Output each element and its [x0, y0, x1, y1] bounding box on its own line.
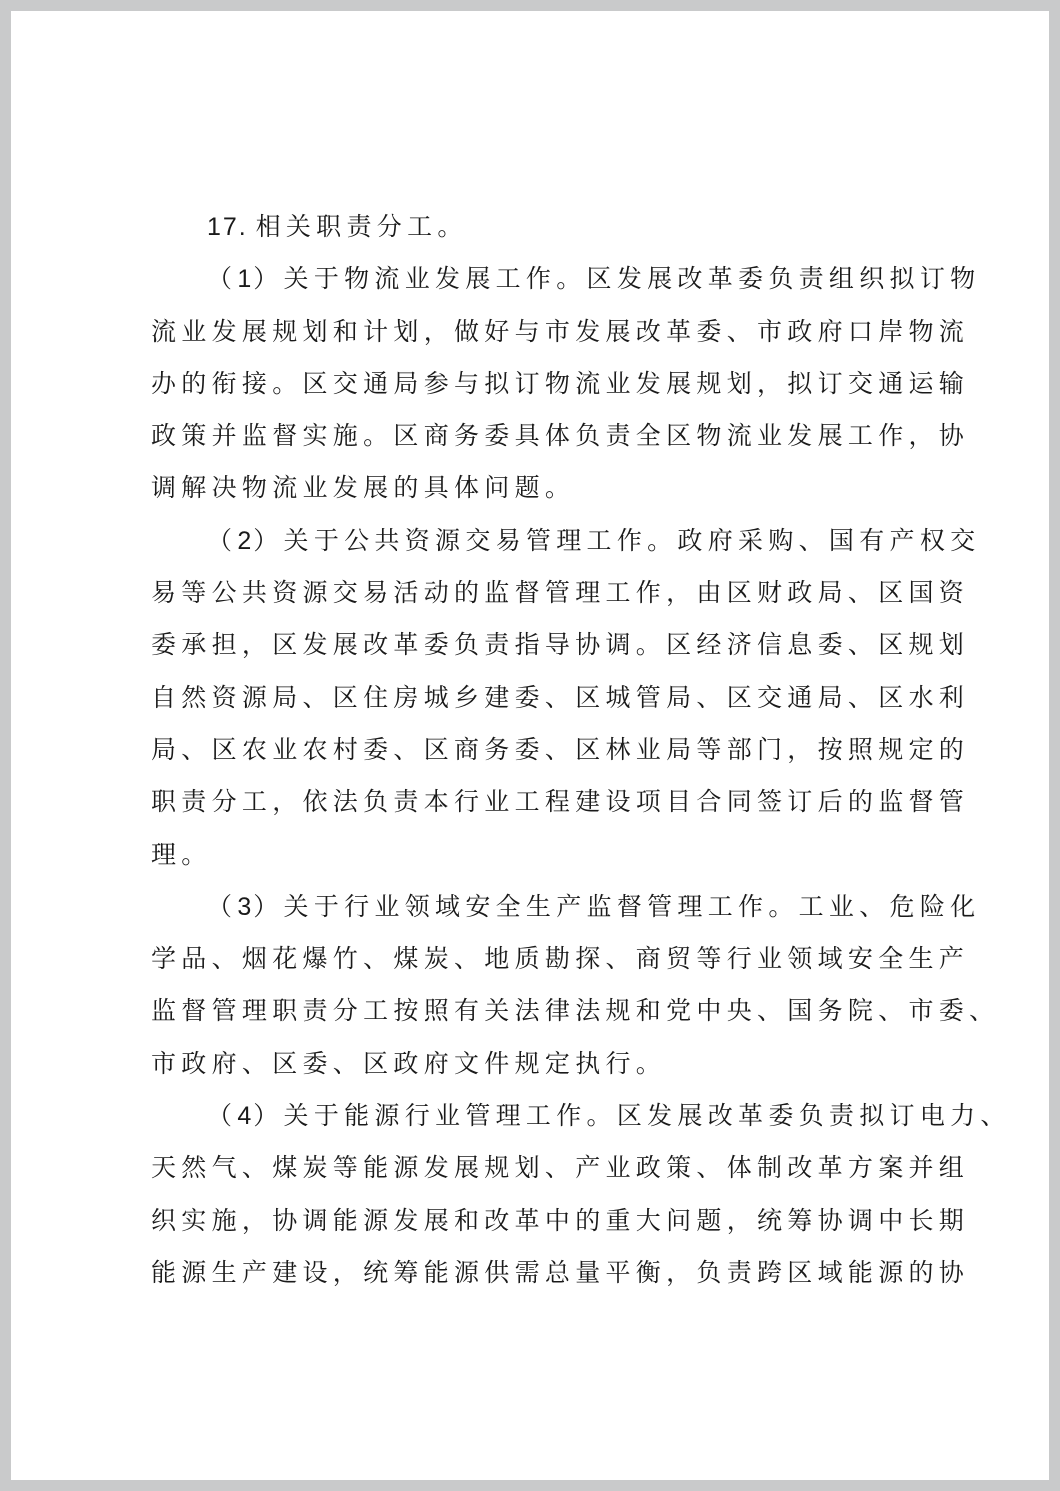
section-heading — [151, 201, 951, 253]
section-title: 相关职责分工。 — [255, 212, 468, 241]
paragraph-line: 能源生产建设，统筹能源供需总量平衡，负责跨区域能源的协 — [151, 1257, 970, 1287]
paragraph-line: 调解决物流业发展的具体问题。 — [151, 473, 576, 503]
paragraph-line: 局、区农业农村委、区商务委、区林业局等部门，按照规定的 — [151, 734, 970, 764]
paragraph-line: 职责分工，依法负责本行业工程建设项目合同签订后的监督管 — [151, 787, 970, 817]
section-number: 17. — [207, 213, 248, 241]
paragraph-line: 办的衔接。区交通局参与拟订物流业发展规划，拟订交通运输 — [151, 368, 970, 398]
line-text: 关于物流业发展工作。区发展改革委负责组织拟订物 — [283, 264, 981, 294]
paragraph-line: 市政府、区委、区政府文件规定执行。 — [151, 1048, 667, 1078]
paragraph-line: 理。 — [151, 839, 212, 869]
paragraph-line: （3）关于行业领域安全生产监督管理工作。工业、危险化 — [207, 891, 981, 921]
line-text: 关于公共资源交易管理工作。政府采购、国有产权交 — [283, 525, 981, 555]
paragraph-3 — [151, 881, 1000, 1090]
paragraph-number: 4 — [237, 1102, 254, 1131]
paragraph-line: 学品、烟花爆竹、煤炭、地质勘探、商贸等行业领域安全生产 — [151, 944, 970, 974]
paragraph-line: 天然气、煤炭等能源发展规划、产业政策、体制改革方案并组 — [151, 1153, 970, 1183]
paragraph-number: 3 — [237, 892, 254, 921]
line-text: 关于能源行业管理工作。区发展改革委负责拟订电力、 — [283, 1101, 1011, 1131]
paragraph-number: 2 — [237, 526, 254, 555]
paragraph-line: （1）关于物流业发展工作。区发展改革委负责组织拟订物 — [207, 264, 981, 294]
paragraph-line: 流业发展规划和计划，做好与市发展改革委、市政府口岸物流 — [151, 316, 970, 346]
paragraph-1 — [151, 253, 981, 514]
paragraph-line: 织实施，协调能源发展和改革中的重大问题，统筹协调中长期 — [151, 1205, 970, 1235]
paragraph-number: 1 — [237, 265, 254, 294]
paragraph-2 — [151, 515, 981, 881]
paragraph-line: 政策并监督实施。区商务委具体负责全区物流业发展工作，协 — [151, 421, 970, 451]
paragraph-line: （4）关于能源行业管理工作。区发展改革委负责拟订电力、 — [207, 1101, 1011, 1131]
paragraph-line: 自然资源局、区住房城乡建委、区城管局、区交通局、区水利 — [151, 682, 970, 712]
paragraph-line: 委承担，区发展改革委负责指导协调。区经济信息委、区规划 — [151, 630, 970, 660]
document-body — [151, 201, 1011, 1299]
line-text: 关于行业领域安全生产监督管理工作。工业、危险化 — [283, 891, 981, 921]
paragraph-line: 易等公共资源交易活动的监督管理工作，由区财政局、区国资 — [151, 578, 970, 608]
paragraph-4 — [151, 1090, 1011, 1299]
paragraph-line: 监督管理职责分工按照有关法律法规和党中央、国务院、市委、 — [151, 996, 1000, 1026]
paragraph-line: （2）关于公共资源交易管理工作。政府采购、国有产权交 — [207, 525, 981, 555]
document-page — [11, 11, 1049, 1480]
